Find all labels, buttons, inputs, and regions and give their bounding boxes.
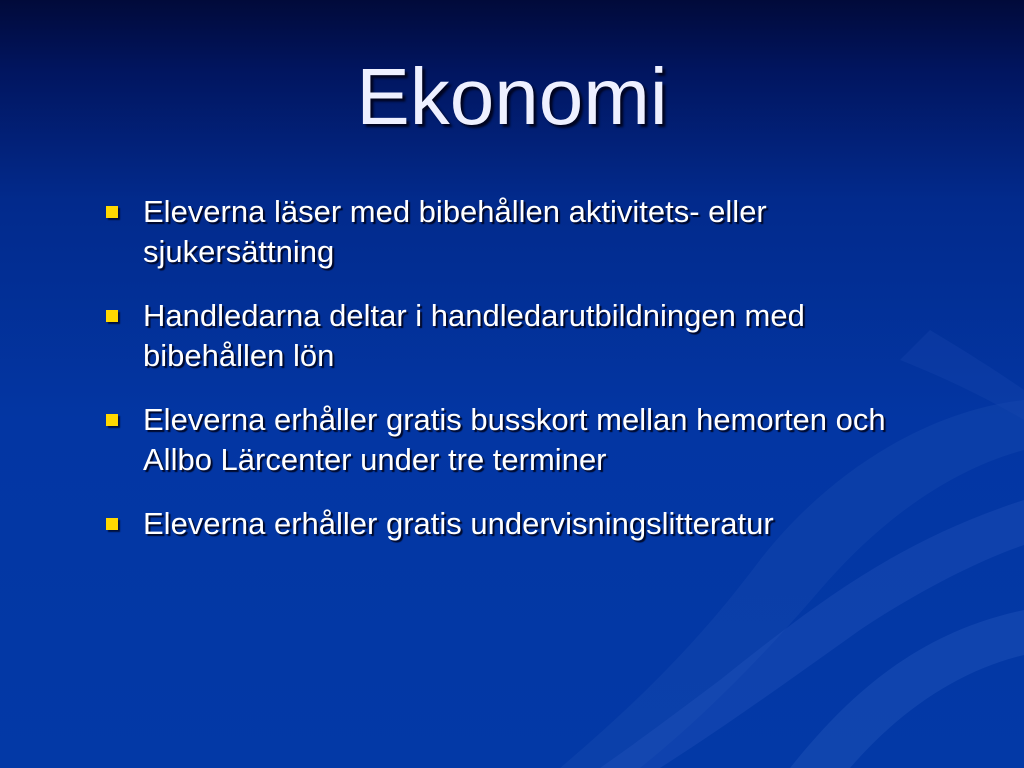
bullet-list xyxy=(103,192,933,568)
slide-title: Ekonomi xyxy=(356,52,668,141)
bullet-text: Eleverna erhåller gratis busskort mellan hemorten och Allbo Lärcenter under tre terminer xyxy=(143,402,886,477)
list-item xyxy=(103,400,933,480)
bullet-text: Eleverna erhåller gratis undervisningslitteratur xyxy=(143,506,774,541)
bullet-text: Eleverna läser med bibehållen aktivitets- eller sjukersättning xyxy=(143,194,767,269)
square-bullet-icon xyxy=(106,414,118,426)
list-item xyxy=(103,296,933,376)
square-bullet-icon xyxy=(106,206,118,218)
square-bullet-icon xyxy=(106,310,118,322)
square-bullet-icon xyxy=(106,518,118,530)
bullet-text: Handledarna deltar i handledarutbildningen med bibehållen lön xyxy=(143,298,805,373)
list-item xyxy=(103,504,933,544)
list-item xyxy=(103,192,933,272)
